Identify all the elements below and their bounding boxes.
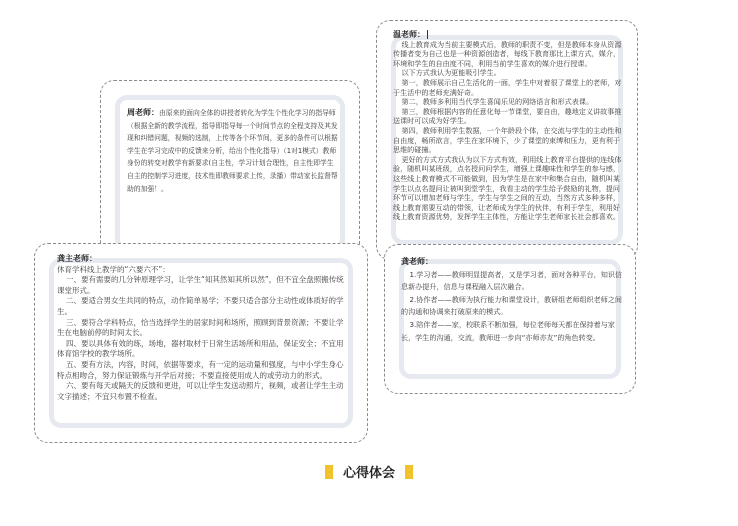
text-cursor-icon: [427, 30, 428, 39]
comment-card-gong: [384, 244, 636, 394]
paragraph: 以下方式我认为更能吸引学生。: [401, 68, 501, 78]
card-content: [57, 254, 349, 439]
card-title: 龚老师：: [401, 257, 433, 266]
paragraph: 五、要有方法，内容，时间，依据等要求，有一定的运动量和强度，与中小学生身心特点相吻合，努力保证锻炼与开学后对接；不要直接使用成人的或劳动力的形式。: [57, 359, 344, 380]
card-content: [401, 256, 623, 384]
paragraph: 3.陪伴者——家，校联系不断加强，每位老师每天都在保持着与家长，学生的沟通，交流，教师进一步向“亦师亦友”的角色转变。: [401, 319, 615, 342]
accent-bar-icon: [325, 465, 333, 479]
accent-bar-icon: [405, 465, 413, 479]
card-title: 周老师：: [127, 108, 159, 117]
comment-card-wen: [376, 20, 638, 260]
comment-card-gong-main: [34, 243, 368, 443]
paragraph: 第三，教师根据内容的任意化每一节课堂，要自由，趣地定义讲故事推送课时可以成为好学生。: [393, 106, 622, 126]
paragraph: 1.学习者——教师明显提高者，又是学习者，面对各种平台，知识信息新办提升，信息与课程融入层次融合。: [401, 269, 623, 292]
card-content: [127, 107, 339, 247]
comment-card-zhou: [100, 80, 360, 266]
card-text: 由原来的面向全体的讲授者转化为学生个性化学习的指导师（根据全新的教学流程，指导即指导每一个时间节点的全程支持及其发现和纠错问题，视频的选制，上传等各个环节间，更多的条件可以根据学生在学习完成中的反馈来分析，给出个性化指导）（1对1模式）教师身份的转变对教学有新要求(自主性，学习计划合理性，自主性即学生自主的控制学习进度，技术性即教师要求上传，录播）带动家长监督帮助的加强！。: [127, 109, 338, 193]
caption-text: 心得体会: [342, 466, 395, 481]
paragraph: 四、要以具体有效的练，场地，器材取材于日常生活场所和用品，保证安全；不宜用体育馆学校的教学场所。: [57, 338, 344, 359]
paragraph: 2.协作者——教师为执行能力和课堂设计，教研组老师组织老师之间的沟通和协调来打破原来的模式。: [401, 294, 623, 317]
paragraph: 二、要适合男女生共同的特点，动作简单易学；不要只适合部分主动性或体质好的学生。: [57, 296, 344, 316]
paragraph: 一、要有需要的几分钟原理学习，让学生“知其然知其所以然”，但不宜全盘照搬传统课堂形式。: [57, 275, 344, 295]
paragraph: 第一，教师展示自己生活化的一面，学生中对着很了课堂上的老师，对于生活中的老师充满好奇。: [393, 77, 622, 97]
paragraph: 更好的方式方式我认为以下方式有效，利用线上教育平台提供的连线体验，随机叫某班级，点名授问问学生，增强上课趣味性和学生的参与感，这些线上教育模式不可能做到，因为学生是在家中和集合自由，随机叫某学生以点名提问让被叫到堂学生，我看主动的学生给予鼓励的礼物，提问环节可以增加老师与学生，学生与学生之间的互动，当然方式多种多样，线上教育需要互动的带领，让老师成为学生的伙伴，有利于学生，利用好线上教育资源优势，发挥学生主体性，方能让学生老师家长社会都喜欢。: [393, 154, 622, 222]
paragraph: 六、要有每天或隔天的反馈和更进，可以让学生发送动照片，视频，或者让学生主动文字描述；不宜只布置不检查。: [57, 381, 344, 401]
card-content: [393, 30, 627, 254]
paragraph: 线上教育成为当前主要模式后，教师的职责不变，但是教师本身从资源传播者变为自己也是一种资源创造者，每线下教育那比上课方式，媒介，环境和学生的自由度不同，利用当前学生喜欢的媒介进行授课。: [393, 39, 622, 68]
paragraph: 三、要符合学科特点，恰当选择学生的居家时间和场所，照顾到背景资源；不要让学生在电脑前停的时间太长。: [57, 317, 344, 338]
paragraph: 第二，教师多利用当代学生喜闻乐见的网络语言和形式表课。: [401, 97, 594, 107]
section-caption: [0, 462, 738, 481]
paragraph: 休育学科线上教学的“六要六不”：: [57, 264, 170, 274]
card-title: 龚主老师：: [57, 254, 97, 263]
card-title: 温老师：: [393, 30, 627, 40]
paragraph: 第四，教师利用学生数据，一个年龄段个体，在交流与学生的主动性和自由度，畅所欲言，学生在家环境下，少了课堂的束缚和压力，更有利于思维的碰撞。: [393, 125, 622, 155]
